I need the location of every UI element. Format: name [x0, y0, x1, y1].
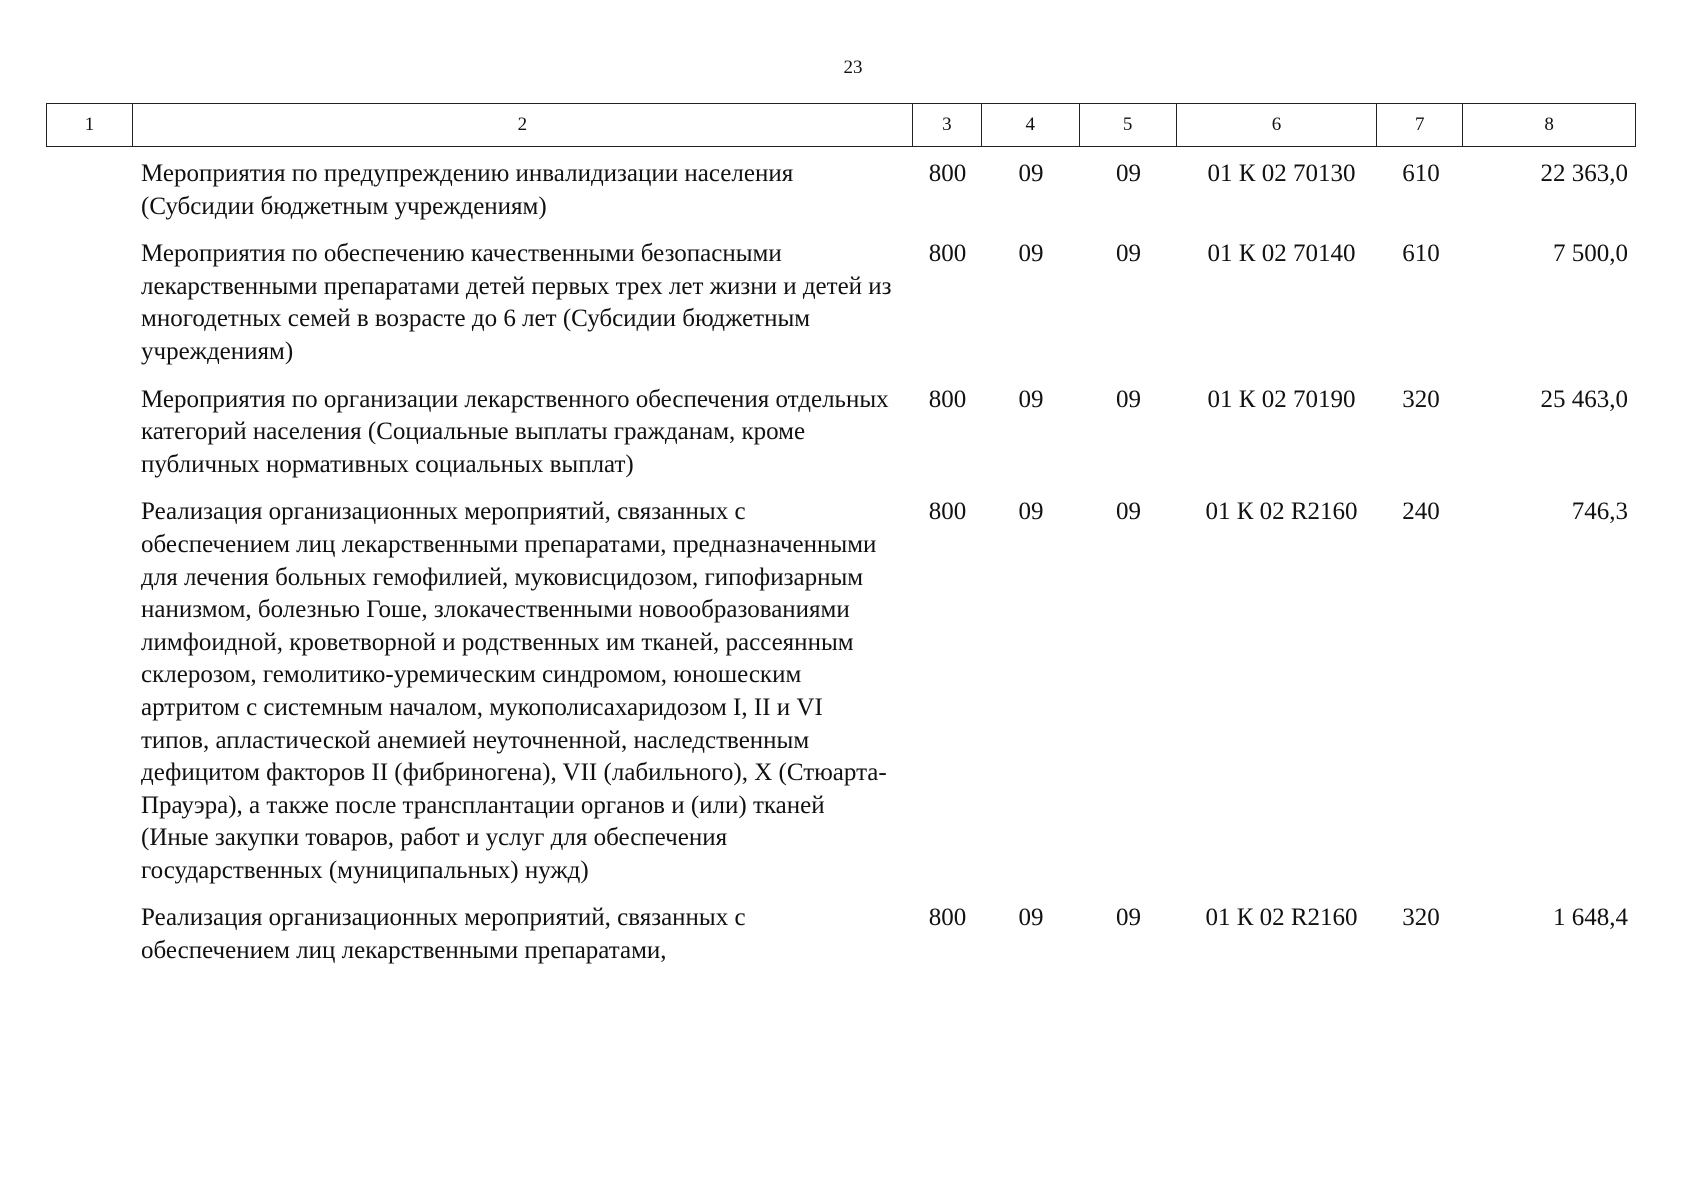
row-description: Реализация организационных мероприятий, связанных с обеспечением лиц лекарственными препаратами,: [141, 904, 746, 965]
row-col-7: 610: [1402, 240, 1440, 268]
row-col-3: 800: [928, 904, 967, 932]
row-col-6: 01 К 02 70190: [1207, 385, 1356, 413]
table-row: [46, 902, 1636, 967]
row-col-7: 610: [1402, 160, 1440, 187]
row-col-6: 01 К 02 R2160: [1205, 498, 1358, 526]
row-col-3: 800: [928, 160, 967, 187]
header-col-4: 4: [982, 104, 1080, 146]
row-description: Мероприятия по организации лекарственного обеспечения отдельных категорий населения (Социальные выплаты гражданам, кроме публичных нормативных социальных выплат): [141, 385, 889, 478]
row-col-8: 22 363,0: [1540, 160, 1628, 187]
row-col-7: 320: [1402, 904, 1440, 932]
row-col-6: 01 К 02 70130: [1207, 160, 1356, 187]
row-col-4: 09: [1018, 385, 1044, 413]
row-description: Реализация организационных мероприятий, связанных с обеспечением лиц лекарственными препаратами, предназначенными для лечения больных гемофилией, муковисцидозом, гипофизарным нанизмом, болезнью Гоше, злокачественными новообразованиями лимфоидной, кроветворной и родственных им тканей, рассеянным склерозом, гемолитико-уремическим синдромом, юношеским артритом с системным началом, мукополисахаридозом I, II и VI типов, апластической анемией неуточненной, наследственным дефицитом факторов II (фибриногена), VII (лабильного), X (Стюарта-Прауэра), а также после трансплантации органов и (или) тканей (Иные закупки товаров, работ и услуг для обеспечения государственных (муниципальных) нужд): [141, 498, 887, 884]
header-col-1: 1: [47, 104, 133, 146]
row-col-8: 1 648,4: [1553, 904, 1628, 932]
table-header-row: [46, 103, 1636, 147]
row-col-4: 09: [1018, 904, 1044, 932]
header-col-7: 7: [1377, 104, 1463, 146]
row-description: Мероприятия по предупреждению инвалидизации населения (Субсидии бюджетным учреждениям): [141, 160, 794, 220]
row-col-3: 800: [928, 498, 967, 526]
table-row: [46, 238, 1636, 368]
row-description: Мероприятия по обеспечению качественными безопасными лекарственными препаратами детей первых трех лет жизни и детей из многодетных семей в возрасте до 6 лет (Субсидии бюджетным учреждениям): [141, 240, 892, 365]
row-col-7: 240: [1402, 498, 1440, 526]
row-col-4: 09: [1018, 240, 1044, 268]
table-row: [46, 496, 1636, 887]
row-col-8: 25 463,0: [1540, 385, 1628, 413]
row-col-3: 800: [928, 240, 967, 268]
header-col-5: 5: [1080, 104, 1177, 146]
page-number: 23: [843, 57, 863, 78]
header-col-2: 2: [133, 104, 913, 146]
header-col-3: 3: [913, 104, 982, 146]
header-col-6: 6: [1177, 104, 1378, 146]
row-col-7: 320: [1402, 385, 1440, 413]
row-col-3: 800: [928, 385, 967, 413]
row-col-5: 09: [1116, 385, 1141, 413]
row-col-6: 01 К 02 70140: [1207, 240, 1356, 268]
row-col-5: 09: [1116, 498, 1141, 526]
row-col-4: 09: [1018, 498, 1044, 526]
row-col-5: 09: [1116, 904, 1141, 932]
row-col-8: 746,3: [1571, 498, 1628, 526]
row-col-4: 09: [1018, 160, 1044, 187]
table-row: [46, 384, 1636, 482]
row-col-8: 7 500,0: [1553, 240, 1628, 268]
row-col-6: 01 К 02 R2160: [1205, 904, 1358, 932]
table-body: [46, 158, 1636, 983]
table-row: [46, 158, 1636, 223]
row-col-5: 09: [1116, 240, 1141, 268]
header-col-8: 8: [1544, 114, 1554, 135]
row-col-5: 09: [1116, 160, 1141, 187]
